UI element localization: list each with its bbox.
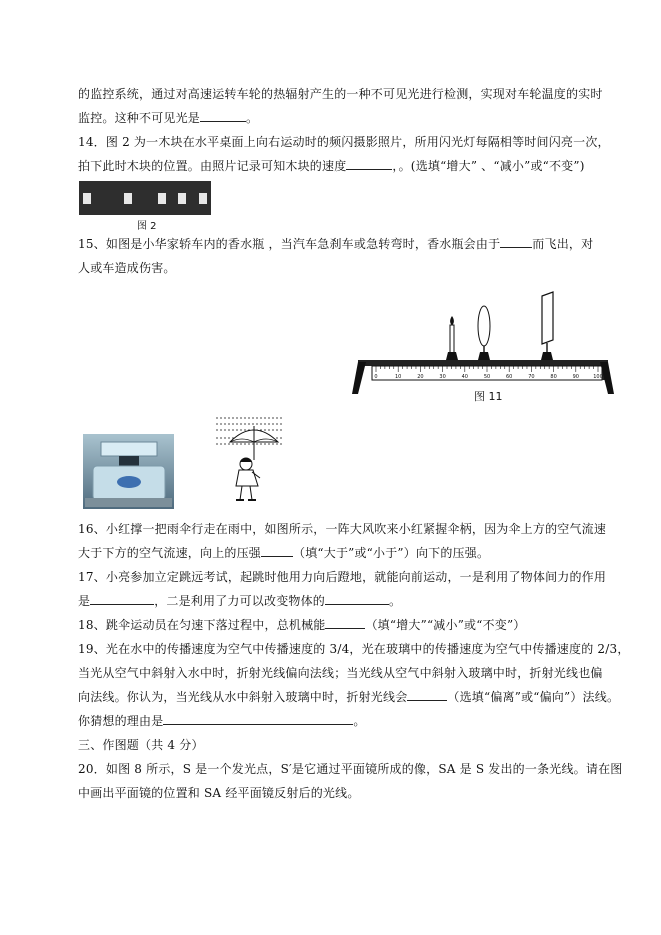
question-15-cont: 人或车造成伤害。 bbox=[78, 261, 176, 275]
figure-2-photo bbox=[79, 181, 211, 215]
ruler-label: 0 bbox=[374, 374, 378, 380]
answer-blank bbox=[500, 236, 532, 248]
answer-blank bbox=[261, 545, 293, 557]
text-line: 监控。这种不可见光是 。 bbox=[78, 111, 259, 125]
answer-blank bbox=[325, 617, 365, 629]
answer-blank bbox=[407, 689, 447, 701]
question-20-cont: 中画出平面镜的位置和 SA 经平面镜反射后的光线。 bbox=[78, 786, 360, 800]
answer-blank bbox=[90, 593, 154, 605]
answer-blank bbox=[325, 593, 389, 605]
ruler-label: 70 bbox=[528, 374, 535, 380]
question-14-cont: 拍下此时木块的位置。由照片记录可知木块的速度 ，。(选填“增大” 、“减小”或“不变”) bbox=[78, 159, 585, 173]
question-15: 15、如图是小华家轿车内的香水瓶 ，当汽车急刹车或急转弯时，香水瓶会由于 而飞出，对 bbox=[78, 237, 594, 251]
question-17-cont: 是 ，二是利用了力可以改变物体的 。 bbox=[78, 594, 402, 608]
answer-blank bbox=[346, 158, 392, 170]
answer-blank bbox=[200, 110, 246, 122]
question-16: 16、小红撑一把雨伞行走在雨中，如图所示，一阵大风吹来小红紧握伞柄，因为伞上方的空气流速 bbox=[78, 522, 607, 536]
answer-blank bbox=[163, 713, 353, 725]
ruler-label: 20 bbox=[417, 374, 424, 380]
ruler-label: 10 bbox=[395, 374, 402, 380]
perfume-bottle-photo bbox=[83, 434, 174, 509]
ruler-label: 100 bbox=[593, 374, 603, 380]
figure-11-caption: 图 11 bbox=[474, 390, 503, 403]
question-18: 18、跳伞运动员在匀速下落过程中，总机械能 （填“增大”“减小”或“不变”） bbox=[78, 618, 526, 632]
ruler-label: 40 bbox=[461, 374, 468, 380]
question-16-cont: 大于下方的空气流速，向上的压强 （填“大于”或“小于”）向下的压强。 bbox=[78, 546, 490, 560]
question-17: 17、小亮参加立定跳远考试，起跳时他用力向后蹬地，就能向前运动，一是利用了物体间力的作用 bbox=[78, 570, 607, 584]
umbrella-girl-figure bbox=[214, 412, 290, 512]
text-line: 的监控系统，通过对高速运转车轮的热辐射产生的一种不可见光进行检测，实现对车轮温度的实时 bbox=[78, 87, 603, 101]
question-19-cont: 当光从空气中斜射入水中时，折射光线偏向法线；当光线从空气中斜射入玻璃中时，折射光线也偏 bbox=[78, 666, 603, 680]
ruler-label: 30 bbox=[439, 374, 446, 380]
ruler-label: 50 bbox=[483, 374, 491, 380]
ruler-label: 80 bbox=[550, 374, 557, 380]
ruler-label: 90 bbox=[572, 374, 579, 380]
question-19: 19、光在水中的传播速度为空气中传播速度的 3/4，光在玻璃中的传播速度为空气中传播速度的 2/3， bbox=[78, 642, 630, 656]
section-heading: 三、作图题（共 4 分） bbox=[78, 738, 204, 752]
question-19-cont: 你猜想的理由是 。 bbox=[78, 714, 366, 728]
ruler-label: 60 bbox=[506, 374, 513, 380]
question-14: 14．图 2 为一木块在水平桌面上向右运动时的频闪摄影照片，所用闪光灯每隔相等时间闪亮一次， bbox=[78, 135, 610, 149]
question-19-cont: 向法线。你认为，当光线从水中斜射入玻璃中时，折射光线会 （选填“偏离”或“偏向”）法线。 bbox=[78, 690, 620, 704]
figure-2-caption: 图 2 bbox=[137, 221, 157, 232]
question-20: 20．如图 8 所示，S 是一个发光点，S′是它通过平面镜所成的像，SA 是 S 发出的一条光线。请在图 bbox=[78, 762, 623, 776]
